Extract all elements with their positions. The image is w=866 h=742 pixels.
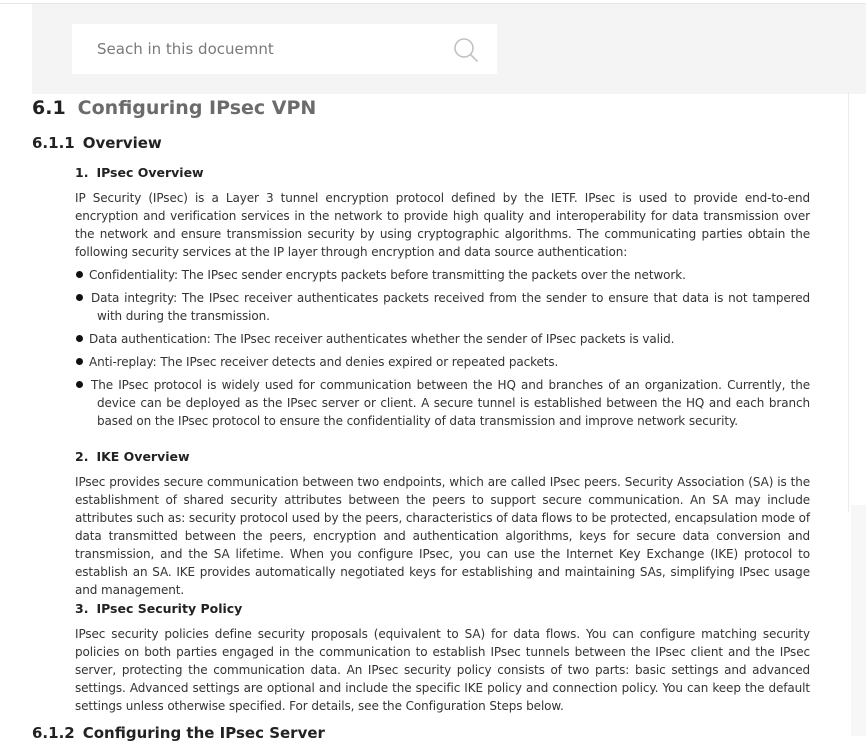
item-paragraph: IP Security (IPsec) is a Layer 3 tunnel encryption protocol defined by the IETF. IPsec is used to provide end-to-end encryption and verification services in the network to provide high quality and interoperability for data transmission over the network and ensure transmission security by using cryptographic algorithms. The communicating parties obtain the following security services at the IP layer through encryption and data source authentication: — [75, 191, 810, 259]
next-subsection-heading — [32, 724, 325, 742]
item-paragraph: IPsec security policies define security proposals (equivalent to SA) for data flows. You can configure matching security policies on both parties engaged in the communication to establish IPsec tunnels between the IPsec client and the IPsec server, protecting the communication data. An IPsec security policy consists of two parts: basic settings and advanced settings. Advanced settings are optional and include the specific IKE policy and connection policy. You can keep the default settings unless otherwise specified. For details, see the Configuration Steps below. — [75, 627, 810, 713]
section-title[interactable]: Configuring IPsec VPN — [77, 97, 317, 119]
item-paragraph: IPsec provides secure communication between two endpoints, which are called IPsec peers. Security Association (SA) is the establishment of shared security attributes between the peers to support secure communication. An SA may include attributes such as: security protocol used by the peers, characteristics of data flows to be protected, encapsulation mode of data transmitted between the peers, encryption and authentication algorithms, keys for secure data conversion and transmission, and the SA lifetime. When you configure IPsec, you can use the Internet Key Exchange (IKE) protocol to establish an SA. IKE provides automatically negotiated keys for establishing and maintaining SAs, simplifying IPsec usage and management. — [75, 475, 810, 597]
bullet-item: Anti-replay: The IPsec receiver detects and denies expired or repeated packets. — [75, 353, 810, 371]
item-number: 1. — [75, 165, 89, 180]
item-title: IKE Overview — [96, 449, 190, 464]
item-ipsec-overview — [75, 165, 810, 430]
subsection-number: 6.1.1 — [32, 134, 75, 152]
item-heading — [75, 165, 810, 180]
search-input[interactable] — [72, 24, 452, 74]
section-number: 6.1 — [32, 97, 66, 119]
bullet-dot — [76, 271, 83, 278]
bullet-list — [75, 266, 810, 430]
section-heading — [32, 97, 316, 119]
subsection-heading — [32, 134, 162, 152]
bullet-item: Data authentication: The IPsec receiver authenticates whether the sender of IPsec packets is valid. — [75, 330, 810, 348]
item-heading — [75, 601, 810, 616]
item-title: IPsec Overview — [96, 165, 204, 180]
next-subsection-number: 6.1.2 — [32, 724, 75, 742]
item-ipsec-security-policy — [75, 601, 810, 715]
item-number: 2. — [75, 449, 89, 464]
bullet-item: Confidentiality: The IPsec sender encrypts packets before transmitting the packets over the network. — [75, 266, 810, 284]
item-number: 3. — [75, 601, 89, 616]
item-heading — [75, 449, 810, 464]
subsection-title: Overview — [82, 134, 162, 152]
item-ike-overview — [75, 449, 810, 599]
bullet-dot — [76, 381, 83, 388]
bullet-dot — [76, 294, 83, 301]
bullet-dot — [76, 335, 83, 342]
bullet-item: Data integrity: The IPsec receiver authenticates packets received from the sender to ensure that data is not tampered with during the transmission. — [75, 289, 810, 325]
scroll-edge — [851, 505, 866, 736]
bullet-item: The IPsec protocol is widely used for communication between the HQ and branches of an organization. Currently, the device can be deployed as the IPsec server or client. A secure tunnel is established between the HQ and each branch based on the IPsec protocol to ensure the confidentiality of data transmission and improve network security. — [75, 376, 810, 430]
item-title: IPsec Security Policy — [96, 601, 243, 616]
bullet-dot — [76, 358, 83, 365]
next-subsection-title: Configuring the IPsec Server — [82, 724, 325, 742]
page-edge — [848, 92, 849, 512]
search-icon[interactable] — [453, 37, 479, 63]
search-box[interactable] — [72, 24, 497, 74]
